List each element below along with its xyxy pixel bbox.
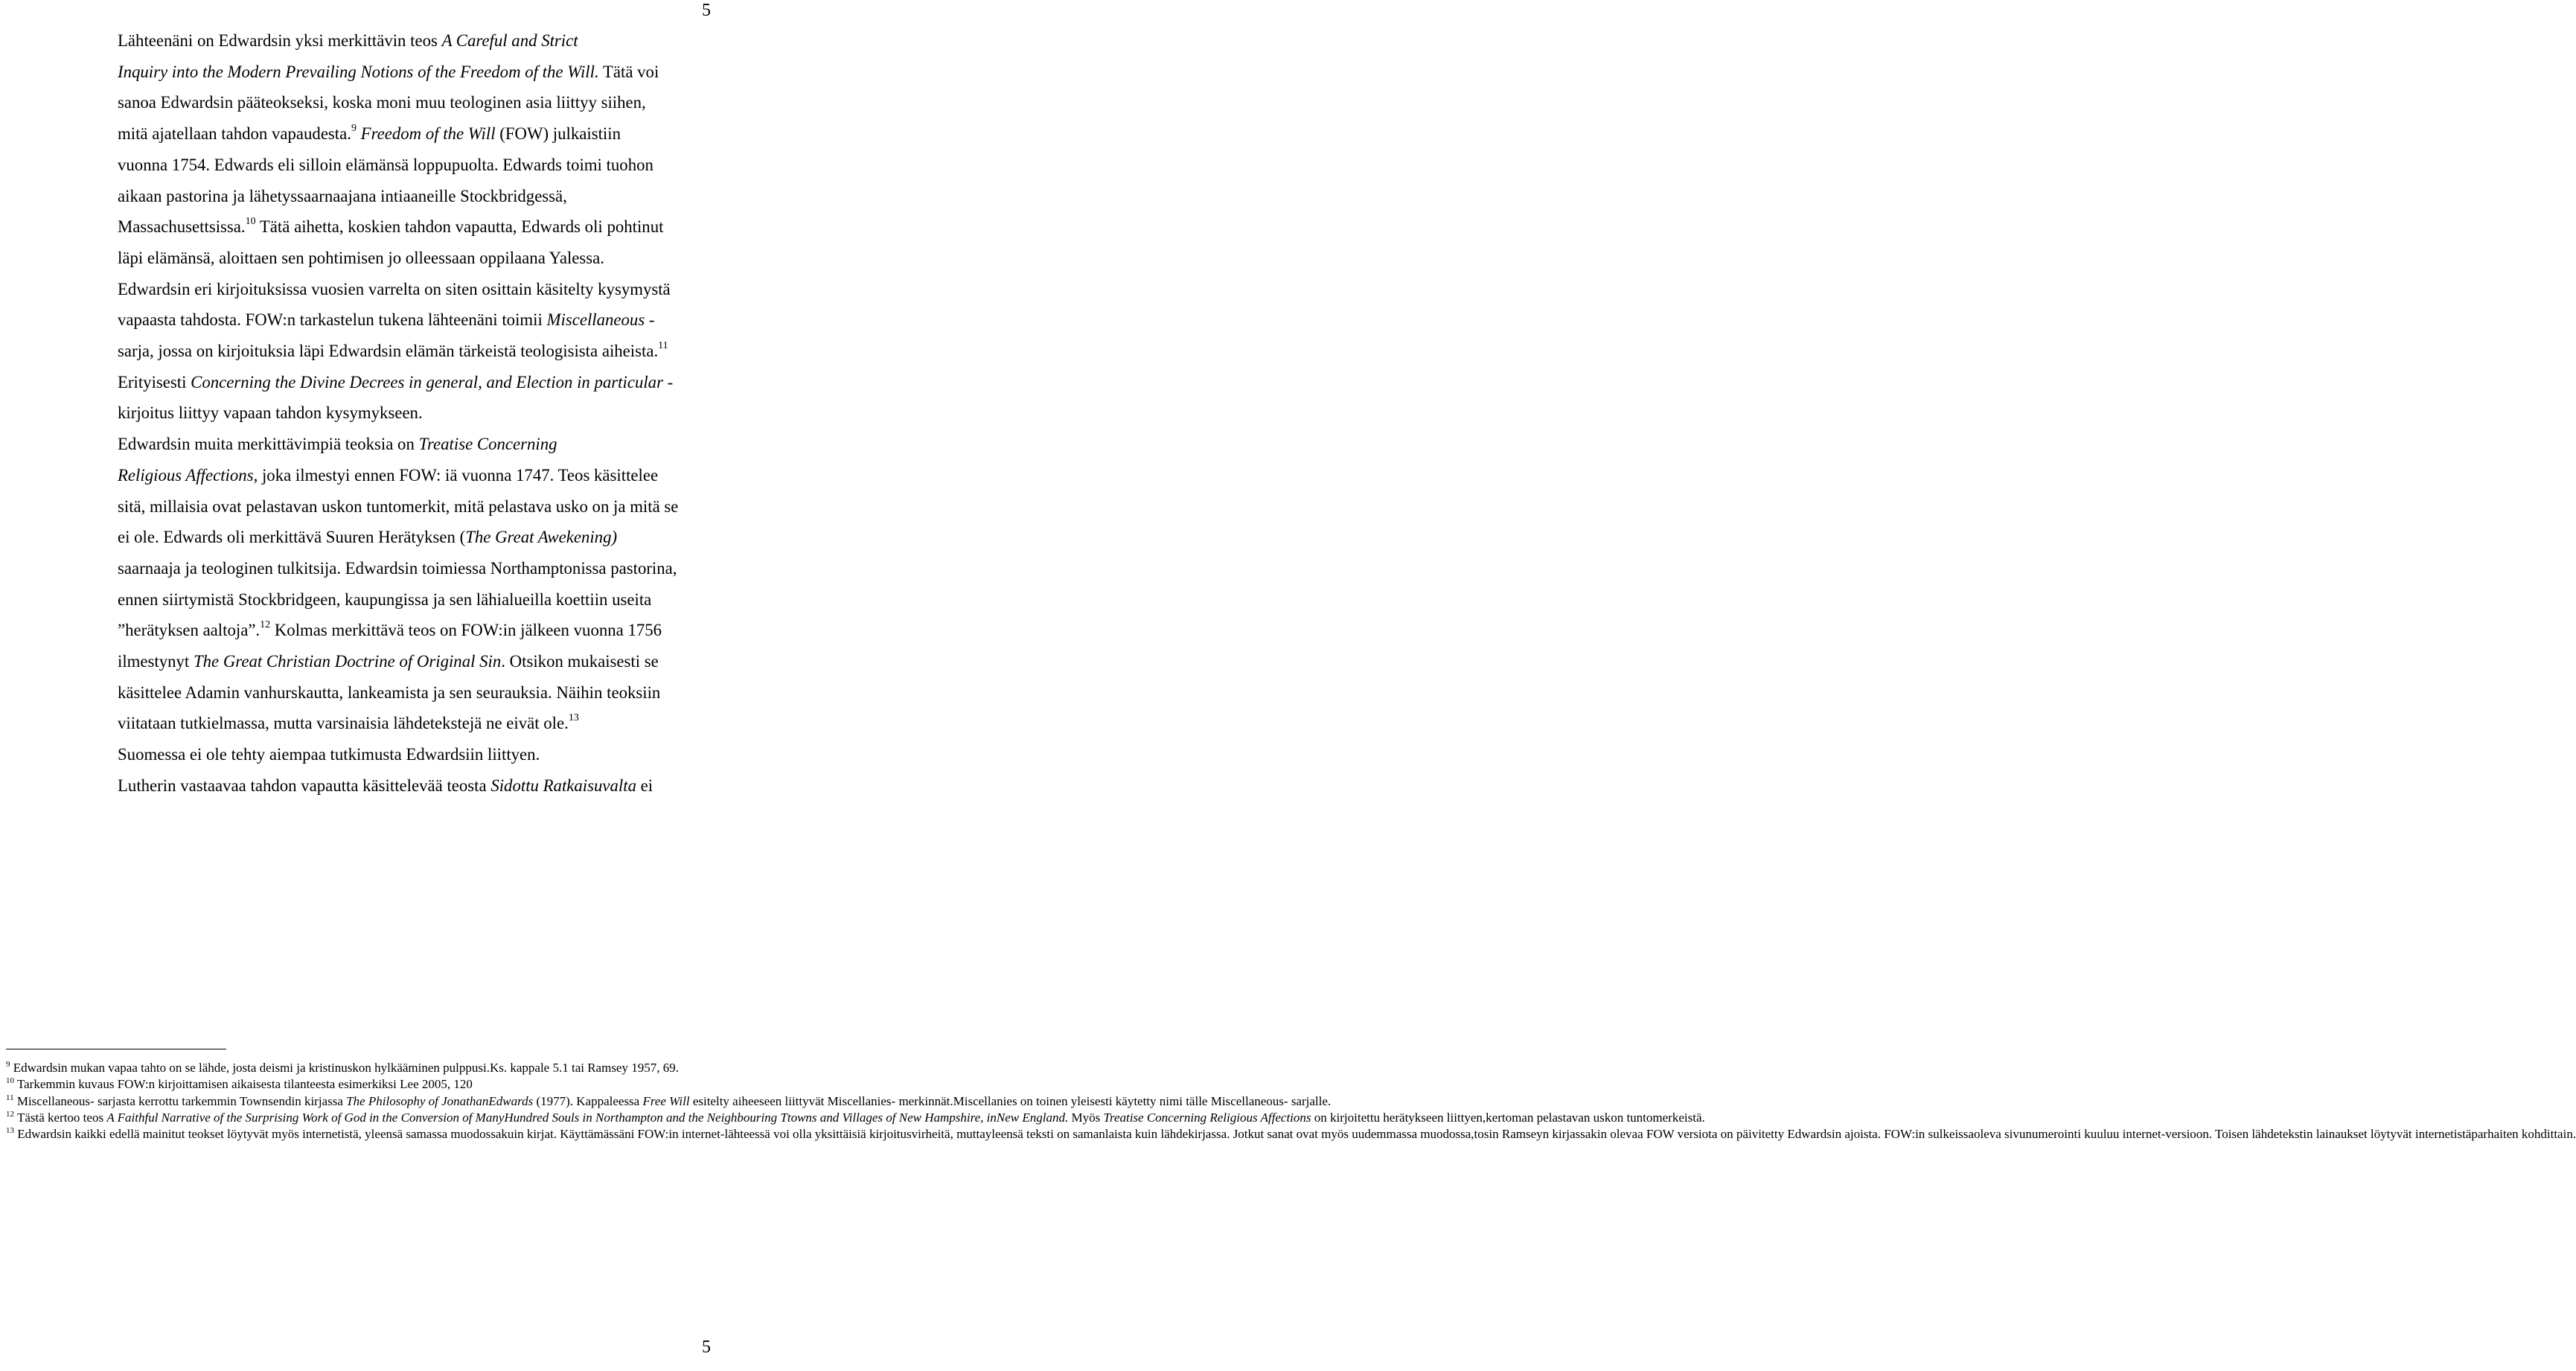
text-run: Lutherin vastaavaa tahdon vapautta käsittelevää teosta: [118, 776, 491, 795]
text-run: Myös: [1068, 1110, 1104, 1125]
text-line: [504, 1110, 996, 1125]
italic-text: Miscellaneous: [546, 310, 645, 330]
italic-text: Concerning the Divine Decrees in general, and Election in particular: [191, 372, 663, 392]
text-line: [6, 1094, 488, 1108]
text-run: , joka ilmestyi ennen FOW: iä vuonna 1747. Teos käsittelee: [253, 465, 659, 485]
text-line: [1474, 1127, 1974, 1141]
text-run: mitä ajatellaan tahdon vapaudesta.: [118, 124, 351, 144]
text-line: [6, 677, 710, 709]
text-run: Miscellaneous- sarjasta kerrottu tarkemmin Townsendin kirjassa: [13, 1093, 347, 1108]
text-run: vapaasta tahdosta. FOW:n tarkastelun tukena lähteenäni toimii: [118, 310, 547, 330]
italic-text: A Careful and Strict: [441, 31, 578, 50]
text-line: [6, 243, 710, 274]
text-line: [6, 57, 710, 88]
footnote-reference: 13: [568, 712, 579, 724]
text-line: [6, 615, 710, 646]
text-line: [6, 1127, 501, 1141]
body-text: [6, 25, 710, 802]
footnote-reference: 10: [6, 1076, 14, 1086]
text-line: [6, 336, 710, 367]
text-line: [488, 1094, 953, 1108]
text-run: (1977). Kappaleessa: [533, 1093, 643, 1108]
italic-text: Inquiry into the Modern Prevailing Notions of the Freedom of the Will.: [118, 62, 599, 81]
text-run: Kolmas merkittävä teos on FOW:in jälkeen vuonna 1756: [270, 621, 662, 640]
italic-text: Free Will: [642, 1093, 690, 1108]
text-line: [490, 1061, 679, 1075]
text-line: [6, 1061, 490, 1075]
text-run: ilmestynyt: [118, 652, 194, 671]
footnote: [6, 1109, 1705, 1126]
italic-text: Religious Affections: [118, 465, 254, 485]
text-run: käsittelee Adamin vanhurskautta, lankeamista ja sen seurauksia. Näihin teoksiin: [118, 683, 661, 702]
text-run: Tätä aihetta, koskien tahdon vapautta, Edwards oli pohtinut: [255, 217, 664, 237]
footnote: [6, 1076, 710, 1093]
text-line: [6, 1110, 504, 1125]
text-run: Edwardsin eri kirjoituksissa vuosien varrelta on siten osittain käsitelty kysymystä: [118, 279, 671, 298]
text-run: kuin kirjat. Käyttämässäni FOW:in internet-lähteessä voi olla yksittäisiä kirjoitusvirheitä, mutta: [501, 1127, 985, 1142]
text-line: [6, 87, 710, 118]
text-line: [6, 397, 710, 429]
footnote-reference: 11: [658, 340, 668, 352]
text-line: [6, 25, 710, 57]
text-run: -: [662, 372, 674, 392]
italic-text: Treatise Concerning: [418, 435, 557, 454]
text-line: [6, 367, 710, 398]
text-line: [997, 1110, 1486, 1125]
italic-text: Edwards: [488, 1093, 534, 1108]
text-run: vuonna 1754. Edwards eli silloin elämänsä loppupuolta. Edwards toimi tuohon: [118, 155, 653, 174]
text-run: yleensä teksti on samanlaista kuin lähdekirjassa. Jotkut sanat ovat myös uudemmassa muodossa,: [985, 1127, 1474, 1142]
text-run: Ks. kappale 5.1 tai Ramsey 1957, 69.: [489, 1061, 679, 1075]
italic-text: A Faithful Narrative of the Surprising Work of God in the Conversion of Many: [106, 1110, 505, 1125]
text-line: [953, 1094, 1332, 1108]
text-run: aikaan pastorina ja lähetyssaarnaajana intiaaneille Stockbridgessä,: [118, 186, 567, 205]
text-line: [6, 522, 710, 553]
text-line: [6, 770, 710, 802]
footnote-reference: 11: [6, 1093, 14, 1102]
text-run: tosin Ramseyn kirjassakin olevaa FOW versiota on päivitetty Edwardsin ajoista. FOW:in sulkeissa: [1474, 1127, 1974, 1142]
footnote: [6, 1126, 2576, 1142]
text-run: ei: [636, 776, 653, 795]
text-line: [985, 1127, 1474, 1141]
text-line: [6, 429, 710, 460]
text-line: [6, 211, 710, 243]
text-line: [6, 1077, 473, 1091]
footnote-reference: 12: [6, 1109, 14, 1119]
italic-text: Sidottu Ratkaisuvalta: [490, 776, 636, 795]
paragraph: [6, 429, 710, 739]
text-line: [6, 646, 710, 677]
text-run: läpi elämänsä, aloittaen sen pohtimisen jo olleessaan oppilaana Yalessa.: [118, 248, 604, 267]
text-run: -: [645, 310, 655, 330]
footnote: [6, 1093, 1332, 1110]
paragraph: [6, 25, 710, 429]
text-run: sarja, jossa on kirjoituksia läpi Edwardsin elämän tärkeistä teologisista aiheista.: [118, 342, 659, 361]
text-line: [6, 181, 710, 212]
text-run: kertoman pelastavan uskon tuntomerkeistä.: [1486, 1110, 1705, 1125]
italic-text: The Great Awekening): [465, 528, 618, 547]
text-run: (FOW) julkaistiin: [495, 124, 621, 144]
footnote-reference: 9: [351, 123, 357, 135]
text-run: Edwardsin kaikki edellä mainitut teokset löytyvät myös internetistä, yleensä samassa muodossa: [14, 1127, 502, 1142]
italic-text: New England.: [996, 1110, 1069, 1125]
text-run: ennen siirtymistä Stockbridgeen, kaupungissa ja sen lähialueilla koettiin useita: [118, 589, 652, 609]
footnotes: [6, 1060, 2576, 1142]
text-line: [6, 739, 710, 770]
text-run: kirjoitus liittyy vapaan tahdon kysymykseen.: [118, 403, 423, 423]
italic-text: The Philosophy of Jonathan: [346, 1093, 489, 1108]
footnote-reference: 12: [260, 619, 271, 631]
text-run: ei ole. Edwards oli merkittävä Suuren Herätyksen (: [118, 528, 466, 547]
text-run: Miscellanies on toinen yleisesti käytetty nimi tälle Miscellaneous- sarjalle.: [953, 1093, 1332, 1108]
text-line: [6, 584, 710, 616]
italic-text: Freedom of the Will: [360, 124, 496, 144]
text-line: [6, 150, 710, 181]
text-line: [2471, 1127, 2576, 1141]
italic-text: Hundred Souls in Northampton and the Neighbouring Ttowns and Villages of New Hampshire, in: [504, 1110, 997, 1125]
text-run: Tästä kertoo teos: [14, 1110, 107, 1125]
text-line: [6, 304, 710, 336]
footnote-reference: 10: [245, 216, 256, 228]
text-run: saarnaaja ja teologinen tulkitsija. Edwardsin toimiessa Northamptonissa pastorina,: [118, 558, 677, 578]
text-run: Lähteenäni on Edwardsin yksi merkittävin teos: [118, 31, 442, 50]
text-line: [6, 553, 710, 584]
text-run: Tarkemmin kuvaus FOW:n kirjoittamisen aikaisesta tilanteesta esimerkiksi Lee 2005, 120: [14, 1077, 473, 1092]
text-run: Suomessa ei ole tehty aiempaa tutkimusta Edwardsiin liittyen.: [118, 745, 540, 764]
text-run: sitä, millaisia ovat pelastavan uskon tuntomerkit, mitä pelastava usko on ja mitä se: [118, 496, 679, 516]
text-line: [6, 491, 710, 522]
text-run: on kirjoitettu herätykseen liittyen,: [1311, 1110, 1486, 1125]
text-run: sanoa Edwardsin pääteokseksi, koska moni muu teologinen asia liittyy siihen,: [118, 93, 646, 112]
italic-text: The Great Christian Doctrine of Original Sin: [193, 652, 502, 671]
text-run: Edwardsin mukan vapaa tahto on se lähde, josta deismi ja kristinuskon hylkääminen pulppusi.: [10, 1061, 490, 1075]
footnote-reference: 9: [6, 1060, 10, 1069]
text-line: [6, 708, 710, 739]
paragraph: [6, 739, 710, 801]
text-line: [1486, 1110, 1705, 1125]
text-run: Massachusettsissa.: [118, 217, 246, 237]
text-run: oleva sivunumerointi kuuluu internet-versioon. Toisen lähdetekstin lainaukset löytyvät internetistä: [1973, 1127, 2472, 1142]
text-run: parhaiten kohdittain.: [2471, 1127, 2576, 1142]
italic-text: Treatise Concerning Religious Affections: [1103, 1110, 1311, 1125]
text-run: Erityisesti: [118, 372, 191, 392]
text-run: viitataan tutkielmassa, mutta varsinaisia lähdetekstejä ne eivät ole.: [118, 714, 569, 733]
text-line: [6, 118, 710, 150]
text-run: esitelty aiheeseen liittyvät Miscellanies- merkinnät.: [689, 1093, 953, 1108]
text-line: [501, 1127, 985, 1141]
text-run: Edwardsin muita merkittävimpiä teoksia on: [118, 435, 419, 454]
footnote: [6, 1060, 710, 1076]
page-number-bottom: 5: [702, 1338, 711, 1357]
text-run: Tätä voi: [598, 62, 659, 81]
text-run: ”herätyksen aaltoja”.: [118, 621, 261, 640]
footnote-reference: 13: [6, 1126, 14, 1136]
text-run: . Otsikon mukaisesti se: [501, 652, 659, 671]
page-number-top: 5: [702, 1, 711, 20]
text-line: [6, 460, 710, 491]
text-line: [1974, 1127, 2471, 1141]
text-line: [6, 274, 710, 305]
